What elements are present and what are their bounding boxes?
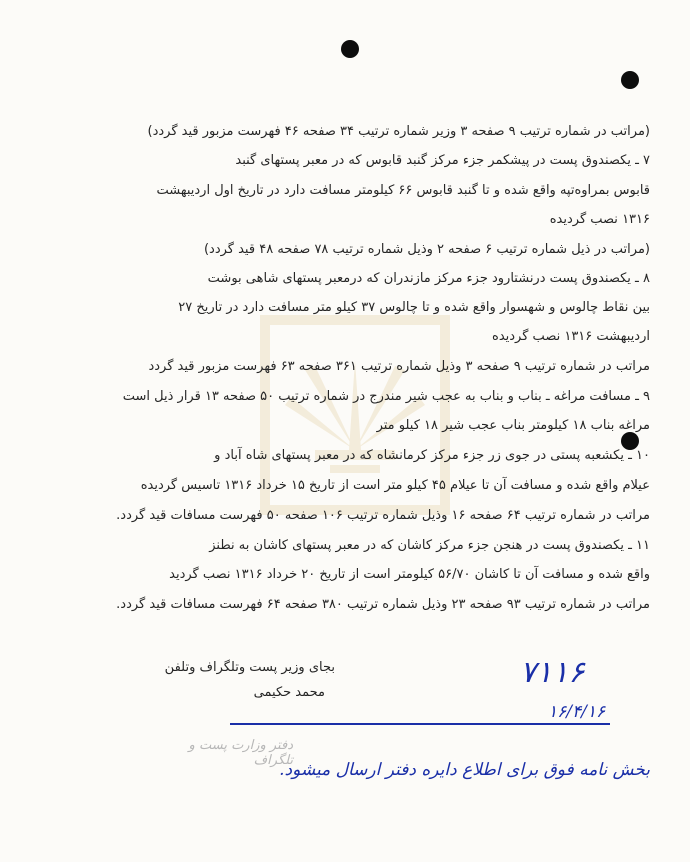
stamp-text: دفتر وزارت پست و تلگراف xyxy=(188,738,293,768)
text-line: ۸ ـ یکصندوق پست درنشتارود جزء مرکز مازندران که درمعبر پستهای شاهی بوشت xyxy=(207,271,650,286)
text-line: ۹ ـ مسافت مراغه ـ بناب و بناب به عجب شیر مندرج در شماره ترتیب ۵۰ صفحه ۱۳ قرار ذیل است xyxy=(122,389,650,404)
text-line: واقع شده و مسافت آن تا کاشان ۵۶/۷۰ کیلومتر است از تاریخ ۲۰ خرداد ۱۳۱۶ نصب گردید xyxy=(169,567,650,582)
text-line: عیلام واقع شده و مسافت آن تا عیلام ۴۵ کیلو متر است از تاریخ ۱۵ خرداد ۱۳۱۶ تاسیس گردیده xyxy=(140,478,650,493)
signature-title: بجای وزیر پست وتلگراف وتلفن xyxy=(164,660,335,675)
handwritten-note: بخش نامه فوق برای اطلاع دایره دفتر ارسال میشود. xyxy=(279,760,650,780)
watermark-emblem xyxy=(235,300,475,530)
text-line: (مراتب در ذیل شماره ترتیب ۶ صفحه ۲ وذیل شماره ترتیب ۷۸ صفحه ۴۸ قید گردد) xyxy=(203,242,650,257)
punch-hole xyxy=(341,40,359,58)
text-line: مراتب در شماره ترتیب ۹۳ صفحه ۲۳ وذیل شماره ترتیب ۳۸۰ صفحه ۶۴ فهرست مسافات قید گردد. xyxy=(116,597,650,612)
punch-hole xyxy=(621,71,639,89)
handwritten-number: ۷۱۱۶ xyxy=(520,655,585,690)
text-line: مراغه بناب ۱۸ کیلومتر بناب عجب شیر ۱۸ کیلو متر xyxy=(376,418,650,433)
text-line: قابوس بمراوه‌تپه واقع شده و تا گنبد قابوس ۶۶ کیلومتر مسافت دارد در تاریخ اول اردیبهشت xyxy=(156,183,650,198)
handwritten-date: ۱۶/۴/۱۶ xyxy=(548,702,606,722)
text-line: اردیبهشت ۱۳۱۶ نصب گردیده xyxy=(492,329,650,344)
text-line: بین نقاط چالوس و شهسوار واقع شده و تا چالوس ۳۷ کیلو متر مسافت دارد در تاریخ ۲۷ xyxy=(178,300,650,315)
text-line: مراتب در شماره ترتیب ۶۴ صفحه ۱۶ وذیل شماره ترتیب ۱۰۶ صفحه ۵۰ فهرست مسافات قید گردد. xyxy=(116,508,650,523)
text-line: (مراتب در شماره ترتیب ۹ صفحه ۳ وزیر شماره ترتیب ۳۴ صفحه ۴۶ فهرست مزبور قید گردد) xyxy=(147,124,650,139)
text-line: ۱۳۱۶ نصب گردیده xyxy=(549,212,650,227)
text-line: ۱۰ ـ یکشعبه پستی در جوی زر جزء مرکز کرمانشاه که در معبر پستهای شاه آباد و xyxy=(214,448,650,463)
signature-name: محمد حکیمی xyxy=(253,685,325,700)
faded-stamp xyxy=(178,738,293,793)
text-line: ۷ ـ یکصندوق پست در پیشکمر جزء مرکز گنبد قابوس که در معبر پستهای گنبد xyxy=(235,153,650,168)
text-line: مراتب در شماره ترتیب ۹ صفحه ۳ وذیل شماره ترتیب ۳۶۱ صفحه ۶۳ فهرست مزبور قید گردد xyxy=(148,359,650,374)
text-line: ۱۱ ـ یکصندوق پست در هنجن جزء مرکز کاشان که در معبر پستهای کاشان به نطنز xyxy=(209,538,650,553)
divider-line xyxy=(230,722,610,726)
